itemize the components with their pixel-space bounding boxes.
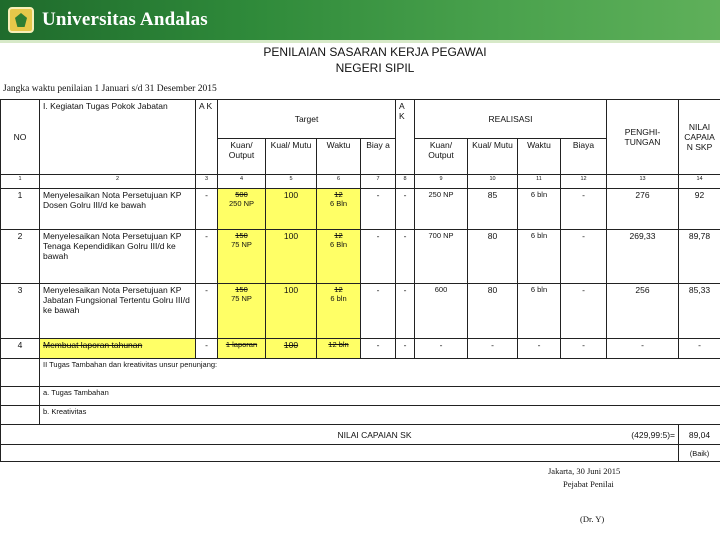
table-row bbox=[1, 339, 720, 359]
nilai-capaian-row bbox=[1, 425, 720, 445]
column-number: 6 bbox=[317, 175, 361, 189]
table-header-row bbox=[1, 100, 720, 139]
row-target-kuan bbox=[218, 230, 266, 284]
row-real-kual: 80 bbox=[468, 230, 518, 284]
tugas-tambahan-a-row bbox=[1, 387, 720, 406]
target-waktu-value: 6 Bln bbox=[329, 199, 348, 208]
tugas-tambahan-label: II Tugas Tambahan dan kreativitas unsur penunjang: bbox=[40, 359, 720, 387]
target-kuan-value: 250 NP bbox=[228, 199, 255, 208]
header-target: Target bbox=[218, 100, 396, 139]
row-ak-2: - bbox=[396, 230, 415, 284]
row-real-kual: - bbox=[468, 339, 518, 359]
row-ak: - bbox=[196, 284, 218, 339]
tugas-tambahan-row bbox=[1, 359, 720, 387]
row-target-biaya: - bbox=[361, 189, 396, 230]
row-no: 4 bbox=[1, 339, 40, 359]
target-waktu-value: 6 bln bbox=[330, 294, 347, 303]
header-target-waktu: Waktu bbox=[317, 139, 361, 175]
row-real-biaya: - bbox=[561, 339, 607, 359]
header-real-kual: Kual/ Mutu bbox=[468, 139, 518, 175]
header-target-biaya: Biay a bbox=[361, 139, 396, 175]
column-number: 7 bbox=[361, 175, 396, 189]
column-number: 5 bbox=[266, 175, 317, 189]
row-nilai: - bbox=[679, 339, 720, 359]
document-title bbox=[200, 44, 550, 76]
column-number: 12 bbox=[561, 175, 607, 189]
row-target-waktu bbox=[317, 284, 361, 339]
column-number: 13 bbox=[607, 175, 679, 189]
nilai-capaian-label: NILAI CAPAIAN SK bbox=[1, 425, 415, 445]
assessment-period: Jangka waktu penilaian 1 Januari s/d 31 Desember 2015 bbox=[3, 84, 217, 94]
column-number: 3 bbox=[196, 175, 218, 189]
header-nilai-capaian: NILAI CAPAIA N SKP bbox=[679, 100, 720, 175]
row-penghitungan: 256 bbox=[607, 284, 679, 339]
row-ak: - bbox=[196, 339, 218, 359]
row-real-biaya: - bbox=[561, 189, 607, 230]
row-real-kuan: - bbox=[415, 339, 468, 359]
row-ak: - bbox=[196, 189, 218, 230]
header-real-biaya: Biaya bbox=[561, 139, 607, 175]
row-nilai: 85,33 bbox=[679, 284, 720, 339]
row-kegiatan: Membuat laporan tahunan bbox=[40, 339, 196, 359]
header-no: NO bbox=[1, 100, 40, 175]
row-target-kual: 100 bbox=[266, 189, 317, 230]
target-kuan-struck: 150 bbox=[235, 231, 248, 240]
target-kuan-struck: 150 bbox=[235, 285, 248, 294]
signature-place-date: Jakarta, 30 Juni 2015 bbox=[548, 466, 621, 476]
row-real-biaya: - bbox=[561, 230, 607, 284]
row-no: 3 bbox=[1, 284, 40, 339]
row-no: 2 bbox=[1, 230, 40, 284]
university-logo-icon bbox=[8, 7, 34, 33]
row-real-kuan: 700 NP bbox=[415, 230, 468, 284]
row-penghitungan: 269,33 bbox=[607, 230, 679, 284]
row-real-kuan: 250 NP bbox=[415, 189, 468, 230]
row-kegiatan: Menyelesaikan Nota Persetujuan KP Dosen Golru III/d ke bawah bbox=[40, 189, 196, 230]
header-divider bbox=[0, 40, 720, 43]
kreativitas-label: b. Kreativitas bbox=[40, 406, 720, 425]
target-kuan-value: 75 NP bbox=[231, 240, 252, 249]
row-real-waktu: 6 bln bbox=[518, 230, 561, 284]
row-target-waktu bbox=[317, 189, 361, 230]
header-ak-2: A K bbox=[396, 100, 415, 175]
row-target-kuan bbox=[218, 284, 266, 339]
signature-name: (Dr. Y) bbox=[580, 514, 605, 524]
row-target-kual: 100 bbox=[266, 339, 317, 359]
target-waktu-value: 6 Bln bbox=[329, 240, 348, 249]
skp-table bbox=[0, 99, 720, 462]
column-number: 4 bbox=[218, 175, 266, 189]
kreativitas-row bbox=[1, 406, 720, 425]
tugas-tambahan-a-label: a. Tugas Tambahan bbox=[40, 387, 720, 406]
row-ak-2: - bbox=[396, 284, 415, 339]
column-number: 2 bbox=[40, 175, 196, 189]
row-ak-2: - bbox=[396, 189, 415, 230]
row-real-kual: 80 bbox=[468, 284, 518, 339]
document-title-line1: PENILAIAN SASARAN KERJA PEGAWAI bbox=[263, 45, 487, 59]
header-target-kual: Kual/ Mutu bbox=[266, 139, 317, 175]
row-real-waktu: - bbox=[518, 339, 561, 359]
row-penghitungan: - bbox=[607, 339, 679, 359]
row-kegiatan: Menyelesaikan Nota Persetujuan KP Tenaga Kependidikan Golru III/d ke bawah bbox=[40, 230, 196, 284]
row-target-kuan: 1 laporan bbox=[218, 339, 266, 359]
column-number-row bbox=[1, 175, 720, 189]
predikat-row bbox=[1, 445, 720, 462]
column-number: 1 bbox=[1, 175, 40, 189]
table-row bbox=[1, 284, 720, 339]
row-real-kual: 85 bbox=[468, 189, 518, 230]
header-real-kuan: Kuan/ Output bbox=[415, 139, 468, 175]
row-target-kual: 100 bbox=[266, 230, 317, 284]
row-target-biaya: - bbox=[361, 339, 396, 359]
row-penghitungan: 276 bbox=[607, 189, 679, 230]
table-row bbox=[1, 230, 720, 284]
row-real-waktu: 6 bln bbox=[518, 189, 561, 230]
header-realisasi: REALISASI bbox=[415, 100, 607, 139]
column-number: 10 bbox=[468, 175, 518, 189]
row-real-waktu: 6 bln bbox=[518, 284, 561, 339]
header-kegiatan: I. Kegiatan Tugas Pokok Jabatan bbox=[40, 100, 196, 175]
target-waktu-struck: 12 bbox=[334, 231, 343, 240]
column-number: 8 bbox=[396, 175, 415, 189]
column-number: 11 bbox=[518, 175, 561, 189]
row-no: 1 bbox=[1, 189, 40, 230]
row-target-waktu bbox=[317, 230, 361, 284]
target-kuan-struck: 500 bbox=[235, 190, 248, 199]
header-ak: A K bbox=[196, 100, 218, 175]
document-title-line2: NEGERI SIPIL bbox=[335, 61, 415, 75]
target-kuan-value: 75 NP bbox=[231, 294, 252, 303]
column-number: 14 bbox=[679, 175, 720, 189]
row-nilai: 89,78 bbox=[679, 230, 720, 284]
row-target-biaya: - bbox=[361, 230, 396, 284]
row-target-kual: 100 bbox=[266, 284, 317, 339]
signature-role: Pejabat Penilai bbox=[563, 479, 614, 489]
predikat-value: (Baik) bbox=[679, 445, 720, 462]
row-real-kuan: 600 bbox=[415, 284, 468, 339]
row-target-kuan bbox=[218, 189, 266, 230]
target-waktu-struck: 12 bbox=[334, 285, 343, 294]
row-nilai: 92 bbox=[679, 189, 720, 230]
row-target-waktu: 12 bln bbox=[317, 339, 361, 359]
row-ak: - bbox=[196, 230, 218, 284]
row-ak-2: - bbox=[396, 339, 415, 359]
header-real-waktu: Waktu bbox=[518, 139, 561, 175]
nilai-capaian-score: 89,04 bbox=[679, 425, 720, 445]
target-waktu-struck: 12 bbox=[334, 190, 343, 199]
nilai-capaian-formula: (429,99:5)= bbox=[415, 425, 679, 445]
row-kegiatan: Menyelesaikan Nota Persetujuan KP Jabatan Fungsional Tertentu Golru III/d ke bawah bbox=[40, 284, 196, 339]
university-name: Universitas Andalas bbox=[42, 9, 208, 30]
university-header-bar bbox=[0, 0, 720, 40]
row-target-biaya: - bbox=[361, 284, 396, 339]
table-row bbox=[1, 189, 720, 230]
header-target-kuan: Kuan/ Output bbox=[218, 139, 266, 175]
row-real-biaya: - bbox=[561, 284, 607, 339]
header-penghitungan: PENGHI-TUNGAN bbox=[607, 100, 679, 175]
column-number: 9 bbox=[415, 175, 468, 189]
